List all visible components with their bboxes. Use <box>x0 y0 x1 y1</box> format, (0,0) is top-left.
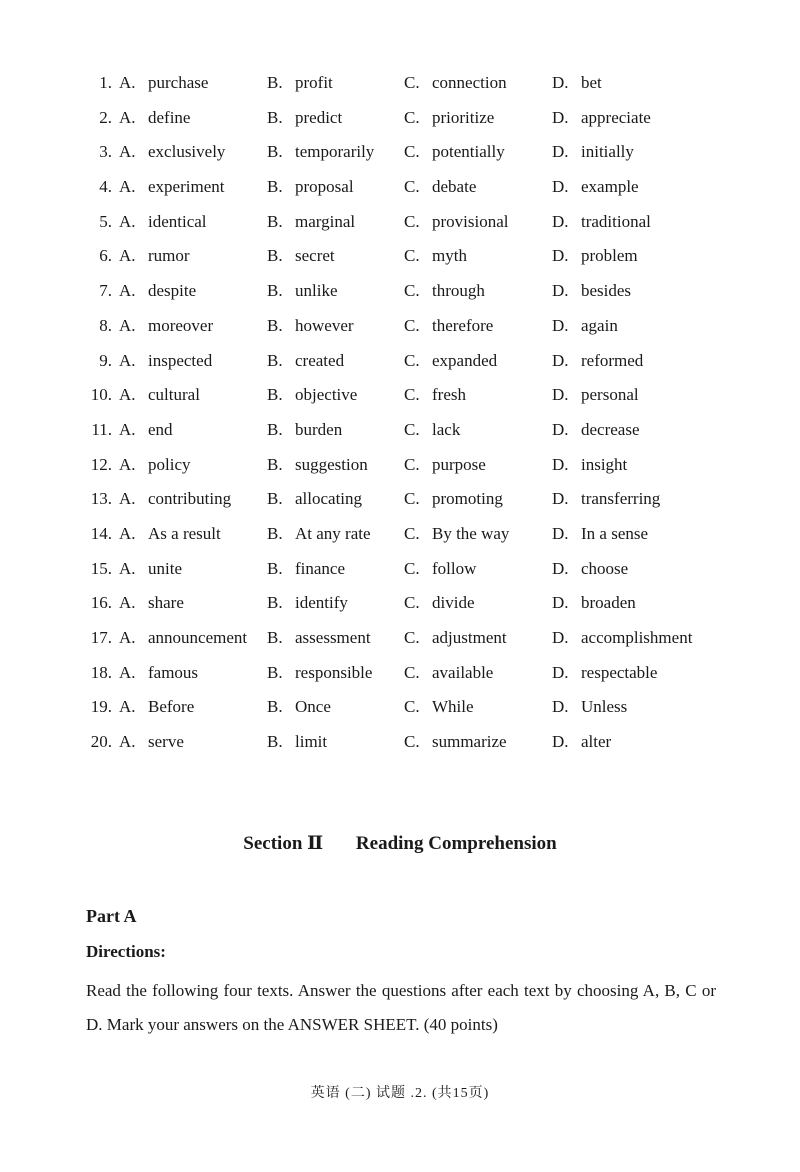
option-letter-a: A. <box>119 350 136 370</box>
question-number: 18. <box>90 662 112 682</box>
option-b: profit <box>295 73 333 92</box>
option-c: purpose <box>432 454 486 474</box>
option-letter-c: C. <box>404 246 420 266</box>
option-a: experiment <box>148 177 225 197</box>
option-d: initially <box>581 142 634 162</box>
option-letter-c: C. <box>404 177 420 197</box>
option-c: available <box>432 662 494 682</box>
option-letter-c: C. <box>404 315 420 335</box>
option-letter-c: C. <box>404 523 420 543</box>
option-letter-b: B. <box>267 558 283 578</box>
option-b: suggestion <box>295 454 368 474</box>
option-d: problem <box>581 246 638 266</box>
option-letter-b: B. <box>267 697 283 717</box>
question-number: 1. <box>99 73 112 92</box>
section-number: Section Ⅱ <box>243 833 324 854</box>
question-number: 13. <box>90 489 112 509</box>
option-d: traditional <box>581 211 651 231</box>
option-letter-b: B. <box>267 177 283 197</box>
option-letter-a: A. <box>119 385 136 405</box>
question-number: 3. <box>99 142 112 162</box>
option-letter-b: B. <box>267 281 283 301</box>
option-c: expanded <box>432 350 498 370</box>
option-c: While <box>432 697 474 717</box>
option-letter-b: B. <box>267 315 283 335</box>
option-b: At any rate <box>295 523 371 543</box>
section-heading <box>0 832 800 855</box>
question-number: 14. <box>90 523 112 543</box>
option-a: end <box>148 419 173 439</box>
question-number: 10. <box>90 385 112 405</box>
option-letter-a: A. <box>119 107 136 127</box>
option-b: allocating <box>295 489 363 509</box>
option-d: decrease <box>581 419 640 439</box>
option-letter-c: C. <box>404 142 420 162</box>
option-letter-d: D. <box>552 628 569 647</box>
option-letter-d: D. <box>552 246 569 266</box>
option-a: exclusively <box>148 142 226 162</box>
option-d: appreciate <box>581 107 651 127</box>
option-c: promoting <box>432 489 503 509</box>
option-a: famous <box>148 662 199 682</box>
option-letter-d: D. <box>552 593 569 613</box>
question-number: 12. <box>90 454 112 474</box>
question-number: 6. <box>99 246 112 266</box>
option-c: connection <box>432 73 507 92</box>
directions-text: Read the following four texts. Answer the questions after each text by choosing A, B, C or D. Mark your answers on the ANSWER SHEET. (40 points) <box>86 981 716 1034</box>
option-letter-c: C. <box>404 628 420 647</box>
option-letter-d: D. <box>552 454 569 474</box>
option-letter-a: A. <box>119 454 136 474</box>
option-letter-b: B. <box>267 142 283 162</box>
directions-label: Directions: <box>86 942 166 961</box>
option-letter-b: B. <box>267 385 283 405</box>
option-letter-c: C. <box>404 489 420 509</box>
option-b: marginal <box>295 211 356 231</box>
option-d: alter <box>581 732 612 752</box>
option-letter-b: B. <box>267 662 283 682</box>
option-letter-c: C. <box>404 732 420 752</box>
option-c: provisional <box>432 211 509 231</box>
option-letter-c: C. <box>404 107 420 127</box>
question-number: 7. <box>99 281 112 301</box>
option-a: contributing <box>148 489 232 509</box>
question-number: 5. <box>99 211 112 231</box>
option-c: fresh <box>432 385 466 405</box>
option-a: cultural <box>148 385 200 405</box>
option-b: responsible <box>295 662 373 682</box>
option-b: unlike <box>295 281 338 301</box>
option-letter-c: C. <box>404 385 420 405</box>
option-d: bet <box>581 73 602 92</box>
option-letter-d: D. <box>552 350 569 370</box>
option-letter-d: D. <box>552 662 569 682</box>
option-a: announcement <box>148 628 248 647</box>
option-letter-d: D. <box>552 177 569 197</box>
option-letter-a: A. <box>119 177 136 197</box>
option-a: define <box>148 107 191 127</box>
option-d: accomplishment <box>581 628 693 647</box>
option-letter-b: B. <box>267 107 283 127</box>
option-letter-d: D. <box>552 523 569 543</box>
option-letter-d: D. <box>552 419 569 439</box>
option-d: respectable <box>581 662 658 682</box>
option-c: divide <box>432 593 475 613</box>
option-letter-c: C. <box>404 558 420 578</box>
option-a: serve <box>148 732 184 752</box>
option-b: identify <box>295 593 348 613</box>
option-letter-a: A. <box>119 697 136 717</box>
option-c: By the way <box>432 523 510 543</box>
option-d: besides <box>581 281 632 301</box>
option-letter-a: A. <box>119 246 136 266</box>
option-letter-d: D. <box>552 558 569 578</box>
option-c: lack <box>432 419 461 439</box>
option-letter-a: A. <box>119 593 136 613</box>
option-letter-b: B. <box>267 628 283 647</box>
option-letter-d: D. <box>552 697 569 717</box>
option-d: In a sense <box>581 523 649 543</box>
option-letter-b: B. <box>267 489 283 509</box>
option-letter-b: B. <box>267 593 283 613</box>
option-letter-c: C. <box>404 211 420 231</box>
option-letter-a: A. <box>119 419 136 439</box>
option-letter-d: D. <box>552 489 569 509</box>
option-letter-d: D. <box>552 281 569 301</box>
option-letter-d: D. <box>552 315 569 335</box>
question-number: 8. <box>99 315 112 335</box>
option-b: created <box>295 350 345 370</box>
option-letter-b: B. <box>267 454 283 474</box>
option-b: however <box>295 315 354 335</box>
option-d: personal <box>581 385 639 405</box>
option-d: example <box>581 177 639 197</box>
option-letter-b: B. <box>267 246 283 266</box>
option-a: policy <box>148 454 191 474</box>
option-letter-c: C. <box>404 419 420 439</box>
option-b: predict <box>295 107 343 127</box>
option-a: share <box>148 593 184 613</box>
option-b: assessment <box>295 628 371 647</box>
option-c: potentially <box>432 142 505 162</box>
option-d: again <box>581 315 618 335</box>
option-b: burden <box>295 419 343 439</box>
option-letter-c: C. <box>404 454 420 474</box>
option-letter-b: B. <box>267 523 283 543</box>
option-a: unite <box>148 558 182 578</box>
option-letter-a: A. <box>119 211 136 231</box>
option-letter-c: C. <box>404 281 420 301</box>
question-number: 4. <box>99 177 112 197</box>
option-letter-d: D. <box>552 142 569 162</box>
option-letter-a: A. <box>119 523 136 543</box>
option-a: rumor <box>148 246 190 266</box>
option-letter-a: A. <box>119 281 136 301</box>
option-d: broaden <box>581 593 636 613</box>
option-a: identical <box>148 211 207 231</box>
option-letter-d: D. <box>552 107 569 127</box>
option-c: myth <box>432 246 467 266</box>
part-label: Part A <box>86 906 137 926</box>
option-letter-c: C. <box>404 350 420 370</box>
section-title: Reading Comprehension <box>355 833 557 854</box>
question-number: 19. <box>90 697 112 717</box>
option-d: choose <box>581 558 629 578</box>
option-letter-a: A. <box>119 558 136 578</box>
option-c: through <box>432 281 485 301</box>
option-letter-b: B. <box>267 73 283 92</box>
option-c: therefore <box>432 315 494 335</box>
option-a: As a result <box>148 523 221 543</box>
option-b: secret <box>295 246 335 266</box>
option-letter-d: D. <box>552 211 569 231</box>
option-b: temporarily <box>295 142 375 162</box>
option-letter-d: D. <box>552 73 569 92</box>
question-number: 17. <box>90 628 112 647</box>
option-d: insight <box>581 454 628 474</box>
option-b: objective <box>295 385 358 405</box>
option-letter-b: B. <box>267 350 283 370</box>
option-letter-a: A. <box>119 142 136 162</box>
question-number: 15. <box>90 558 112 578</box>
option-letter-a: A. <box>119 732 136 752</box>
question-number: 20. <box>90 732 112 752</box>
option-c: debate <box>432 177 477 197</box>
option-letter-b: B. <box>267 732 283 752</box>
option-a: moreover <box>148 315 214 335</box>
option-d: reformed <box>581 350 644 370</box>
option-a: purchase <box>148 73 209 92</box>
option-letter-a: A. <box>119 315 136 335</box>
option-letter-d: D. <box>552 385 569 405</box>
option-a: inspected <box>148 350 213 370</box>
question-number: 2. <box>99 107 112 127</box>
option-b: proposal <box>295 177 354 197</box>
option-letter-c: C. <box>404 593 420 613</box>
page-footer: 英语 (二) 试题 .2. (共15页) <box>310 1086 490 1101</box>
option-letter-c: C. <box>404 73 420 92</box>
question-number: 11. <box>91 419 112 439</box>
option-letter-a: A. <box>119 73 136 92</box>
option-b: limit <box>295 732 328 752</box>
question-number: 16. <box>90 593 112 613</box>
option-letter-b: B. <box>267 419 283 439</box>
option-b: finance <box>295 558 346 578</box>
option-letter-d: D. <box>552 732 569 752</box>
option-c: prioritize <box>432 107 495 127</box>
option-a: Before <box>148 697 195 717</box>
option-letter-b: B. <box>267 211 283 231</box>
option-c: summarize <box>432 732 507 752</box>
option-d: Unless <box>581 697 628 717</box>
option-c: adjustment <box>432 628 507 647</box>
option-a: despite <box>148 281 197 301</box>
option-d: transferring <box>581 489 661 509</box>
option-letter-a: A. <box>119 662 136 682</box>
option-letter-a: A. <box>119 489 136 509</box>
option-c: follow <box>432 558 477 578</box>
option-letter-c: C. <box>404 697 420 717</box>
option-letter-a: A. <box>119 628 136 647</box>
option-b: Once <box>295 697 331 717</box>
option-letter-c: C. <box>404 662 420 682</box>
question-number: 9. <box>99 350 112 370</box>
